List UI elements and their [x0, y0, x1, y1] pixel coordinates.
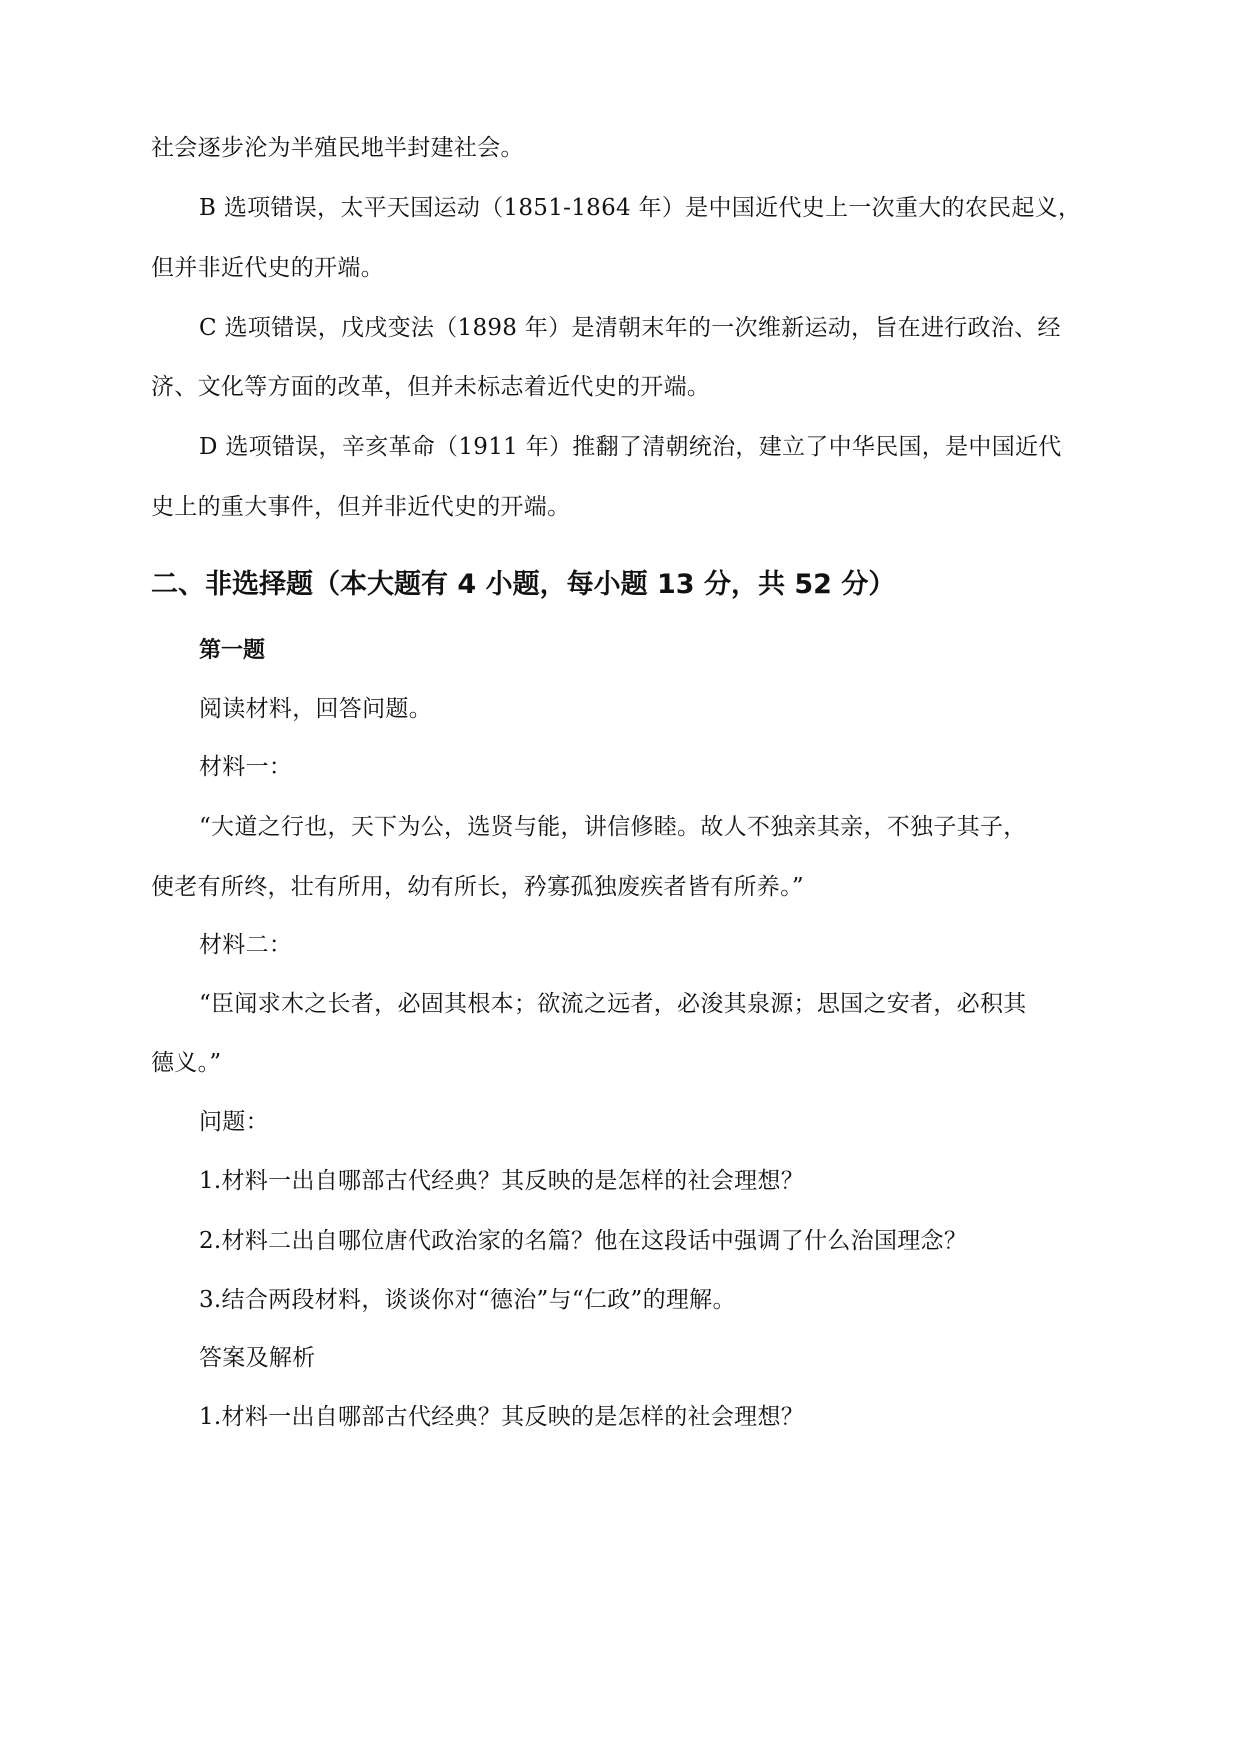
- option-d-explanation-line1: D 选项错误，辛亥革命（1911 年）推翻了清朝统治，建立了中华民国，是中国近代: [199, 434, 1062, 460]
- answer-question-1: 1.材料一出自哪部古代经典？其反映的是怎样的社会理想？: [199, 1404, 805, 1430]
- questions-label: 问题：: [199, 1109, 269, 1135]
- option-b-explanation-line1: B 选项错误，太平天国运动（1851-1864 年）是中国近代史上一次重大的农民起义，: [199, 195, 1082, 221]
- option-b-explanation-line2: 但并非近代史的开端。: [151, 255, 384, 281]
- material2-label: 材料二：: [199, 932, 293, 958]
- material2-text-line1: “臣闻求木之长者，必固其根本；欲流之远者，必浚其泉源；思国之安者，必积其: [199, 991, 1027, 1017]
- material1-text-line1: “大道之行也，天下为公，选贤与能，讲信修睦。故人不独亲其亲，不独子其子，: [199, 814, 1027, 840]
- option-d-explanation-line2: 史上的重大事件，但并非近代史的开端。: [151, 494, 571, 520]
- option-c-explanation-line2: 济、文化等方面的改革，但并未标志着近代史的开端。: [151, 374, 711, 400]
- answer-label: 答案及解析: [199, 1345, 316, 1371]
- material1-text-line2: 使老有所终，壮有所用，幼有所长，矜寡孤独废疾者皆有所养。”: [151, 874, 804, 900]
- material1-label: 材料一：: [199, 754, 293, 780]
- question-item-2: 2.材料二出自哪位唐代政治家的名篇？他在这段话中强调了什么治国理念？: [199, 1228, 968, 1254]
- question-item-1: 1.材料一出自哪部古代经典？其反映的是怎样的社会理想？: [199, 1168, 805, 1194]
- question-item-3: 3.结合两段材料，谈谈你对“德治”与“仁政”的理解。: [199, 1287, 736, 1313]
- prev-answer-continuation: 社会逐步沦为半殖民地半封建社会。: [151, 135, 524, 161]
- question-title: 第一题: [199, 638, 266, 663]
- option-c-explanation-line1: C 选项错误，戊戌变法（1898 年）是清朝末年的一次维新运动，旨在进行政治、经: [199, 315, 1061, 341]
- material2-text-line2: 德义。”: [151, 1050, 222, 1076]
- instruction-text: 阅读材料，回答问题。: [199, 696, 432, 722]
- section-heading: 二、非选择题（本大题有 4 小题，每小题 13 分，共 52 分）: [151, 569, 896, 600]
